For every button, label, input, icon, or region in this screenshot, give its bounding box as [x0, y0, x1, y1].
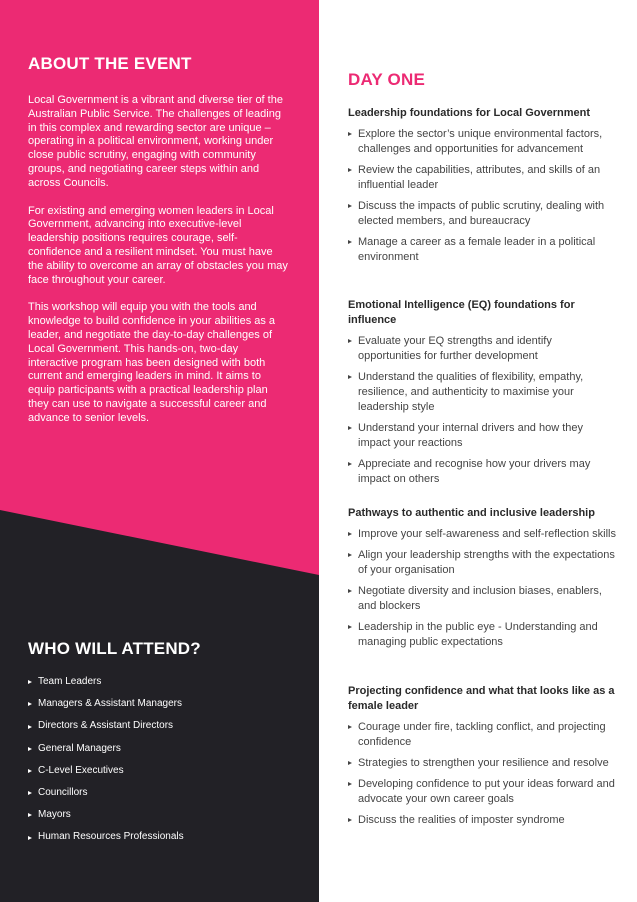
attend-item-label: Human Resources Professionals — [38, 831, 184, 843]
agenda-item-text: Explore the sector’s unique environmental factors, challenges and opportunities for advancement — [358, 128, 603, 155]
agenda-item-text: Appreciate and recognise how your drivers may impact on others — [358, 458, 591, 485]
attend-item-label: Team Leaders — [38, 676, 102, 687]
attend-item — [28, 715, 298, 737]
about-paragraph: For existing and emerging women leaders in Local Government, advancing into executive-level leadership positions requires courage, self-confidence and a resilient mindset. You must have the ability to overcome an array of obstacles you may face throughout your career. — [28, 204, 288, 286]
bullet-icon — [348, 339, 352, 343]
agenda-item-text: Negotiate diversity and inclusion biases, enablers, and blockers — [358, 585, 602, 612]
bullet-icon — [28, 680, 32, 684]
section-heading: Emotional Intelligence (EQ) foundations for influence — [348, 299, 575, 326]
bullet-icon — [348, 168, 352, 172]
attend-item — [28, 782, 298, 804]
bullet-icon — [28, 813, 32, 817]
agenda-item — [348, 756, 616, 771]
agenda-item — [348, 457, 616, 487]
bullet-icon — [348, 132, 352, 136]
agenda-item-text: Developing confidence to put your ideas forward and advocate your own career goals — [358, 778, 615, 805]
bullet-icon — [348, 426, 352, 430]
agenda-item — [348, 548, 616, 578]
bullet-icon — [348, 532, 352, 536]
agenda-item-text: Discuss the realities of imposter syndrome — [358, 814, 565, 826]
agenda-item — [348, 620, 616, 650]
bullet-icon — [348, 725, 352, 729]
agenda-item — [348, 163, 616, 193]
bullet-icon — [348, 818, 352, 822]
agenda-item — [348, 527, 616, 542]
agenda-item-text: Discuss the impacts of public scrutiny, dealing with elected members, and bureaucracy — [358, 200, 605, 227]
bullet-icon — [348, 625, 352, 629]
bullet-icon — [28, 747, 32, 751]
agenda-section — [348, 298, 616, 493]
attend-item-label: Managers & Assistant Managers — [38, 698, 182, 710]
right-panel — [319, 0, 637, 902]
attend-item — [28, 826, 298, 848]
attend-item — [28, 804, 298, 826]
attend-heading: WHO WILL ATTEND? — [28, 639, 201, 658]
agenda-item — [348, 235, 616, 265]
attend-item-label: Councillors — [38, 787, 88, 799]
agenda-item-text: Understand the qualities of flexibility, empathy, resilience, and authenticity to maximise your leadership style — [358, 371, 584, 413]
agenda-section — [348, 684, 616, 834]
attend-item — [28, 760, 298, 782]
agenda-item-text: Improve your self-awareness and self-reflection skills — [358, 528, 616, 540]
agenda-section — [348, 506, 616, 656]
about-heading: ABOUT THE EVENT — [28, 54, 192, 73]
bullet-icon — [348, 761, 352, 765]
bullet-icon — [28, 702, 32, 706]
section-list — [348, 334, 616, 487]
agenda-item-text: Courage under fire, tackling conflict, and projecting confidence — [358, 721, 606, 748]
attend-item-label: General Managers — [38, 742, 121, 754]
agenda-item-text: Leadership in the public eye - Understanding and managing public expectations — [358, 621, 598, 648]
attend-item — [28, 671, 298, 693]
bullet-icon — [28, 769, 32, 773]
agenda-item — [348, 199, 616, 229]
bullet-icon — [28, 836, 32, 840]
agenda-item — [348, 334, 616, 364]
section-list — [348, 527, 616, 650]
section-heading: Leadership foundations for Local Government — [348, 107, 591, 119]
bullet-icon — [28, 725, 32, 729]
attend-item — [28, 738, 298, 760]
bullet-icon — [28, 791, 32, 795]
attend-item-label: Mayors — [38, 809, 71, 821]
agenda-item-text: Manage a career as a female leader in a political environment — [358, 236, 596, 263]
about-paragraph: Local Government is a vibrant and diverse tier of the Australian Public Service. The challenges of leading in this complex and rewarding sector are unique – operating in a political environment, working under close public scrutiny, engaging with community groups, and negotiating career steps within and across Councils. — [28, 94, 283, 189]
attend-list — [28, 671, 298, 849]
bullet-icon — [348, 204, 352, 208]
agenda-item — [348, 720, 616, 750]
agenda-item — [348, 584, 616, 614]
attend-item-label: Directors & Assistant Directors — [38, 720, 174, 732]
bullet-icon — [348, 782, 352, 786]
agenda-item-text: Understand your internal drivers and how they impact your reactions — [358, 422, 584, 449]
attend-item — [28, 693, 298, 715]
about-body — [28, 94, 290, 440]
bullet-icon — [348, 462, 352, 466]
section-heading: Projecting confidence and what that looks like as a female leader — [348, 685, 615, 712]
about-paragraph: This workshop will equip you with the tools and knowledge to build confidence in your abilities as a leader, and negotiate the day-to-day challenges of Local Government. This hands-on, two-day interactive program has been designed with both current and emerging leaders in mind. It aims to equip participants with a practical leadership plan they can use to navigate a successful career and advance to senior levels. — [28, 301, 276, 424]
day-one-title: DAY ONE — [348, 70, 425, 89]
agenda-item-text: Evaluate your EQ strengths and identify opportunities for further development — [358, 335, 552, 362]
section-list — [348, 720, 616, 828]
agenda-item — [348, 813, 616, 828]
agenda-item — [348, 370, 616, 415]
agenda-item-text: Align your leadership strengths with the expectations of your organisation — [358, 549, 615, 576]
bullet-icon — [348, 375, 352, 379]
agenda-item — [348, 421, 616, 451]
agenda-item-text: Strategies to strengthen your resilience and resolve — [358, 757, 609, 769]
agenda-item — [348, 127, 616, 157]
bullet-icon — [348, 553, 352, 557]
agenda-item-text: Review the capabilities, attributes, and skills of an influential leader — [358, 164, 601, 191]
attend-item-label: C-Level Executives — [38, 764, 124, 776]
agenda-item — [348, 777, 616, 807]
bullet-icon — [348, 589, 352, 593]
agenda-section — [348, 106, 616, 271]
section-heading: Pathways to authentic and inclusive leadership — [348, 507, 595, 519]
bullet-icon — [348, 240, 352, 244]
section-list — [348, 127, 616, 265]
